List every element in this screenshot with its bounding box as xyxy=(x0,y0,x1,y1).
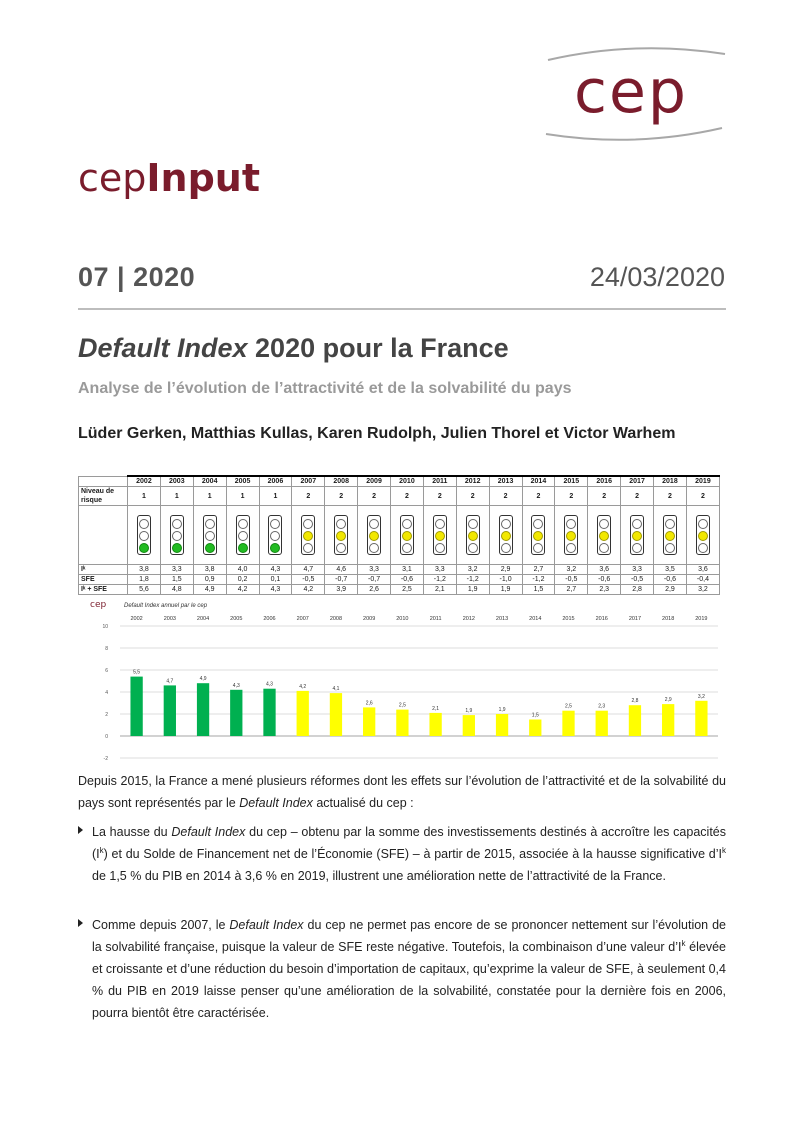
chart-logo: cep xyxy=(90,600,107,610)
chart-svg xyxy=(78,598,728,763)
traffic-light-icon xyxy=(597,515,611,555)
row-label: Iᵏ + SFE xyxy=(79,585,128,595)
sfe-cell: -0,7 xyxy=(325,575,358,585)
sum-cell: 2,1 xyxy=(423,585,456,595)
sfe-cell: -0,6 xyxy=(654,575,687,585)
traffic-light-icon xyxy=(236,515,250,555)
sum-cell: 2,5 xyxy=(391,585,424,595)
traffic-light-icon xyxy=(400,515,414,555)
bar xyxy=(330,693,342,736)
year-cell: 2013 xyxy=(489,476,522,487)
traffic-light-cell xyxy=(588,506,621,565)
risk-level-cell: 2 xyxy=(391,487,424,506)
title-italic: Default Index xyxy=(78,333,248,363)
ik-cell: 3,2 xyxy=(456,565,489,575)
traffic-light-icon xyxy=(334,515,348,555)
bullet-text: Comme depuis 2007, le Default Index du cep ne permet pas encore de se prononcer nettement sur l’évolution de la solvabilité française, puisque la valeur de SFE reste négative. Toutefois, la combinaison d’une valeur $d’I^k$ élevée et croissante et d’une réduction du besoin d’importation de capitaux, qu’exprime la valeur de SFE, à seulement 0,4 % du PIB en 2019 laisse penser qu’une amélioration de la solvabilité, constatée pour la dernière fois en 2006, pourra bientôt être caractérisée. xyxy=(92,918,727,1020)
sfe-cell: -1,2 xyxy=(522,575,555,585)
sfe-cell: -1,2 xyxy=(423,575,456,585)
bullet-item-solvabilite xyxy=(78,914,726,1024)
traffic-light-cell xyxy=(654,506,687,565)
bar-value-label: 2,9 xyxy=(664,697,672,704)
risk-level-cell: 1 xyxy=(259,487,292,506)
traffic-light-cell xyxy=(489,506,522,565)
risk-level-cell: 1 xyxy=(128,487,161,506)
year-cell: 2005 xyxy=(226,476,259,487)
risk-level-cell: 2 xyxy=(358,487,391,506)
ik-cell: 3,6 xyxy=(686,565,719,575)
traffic-light-cell xyxy=(193,506,226,565)
sum-cell: 5,6 xyxy=(128,585,161,595)
sum-cell: 4,2 xyxy=(292,585,325,595)
year-cell: 2016 xyxy=(588,476,621,487)
intro-text-b: actualisé du cep : xyxy=(312,796,414,810)
bar xyxy=(496,714,508,736)
bar-value-label: 5,5 xyxy=(133,669,141,676)
bar-value-label: 4,2 xyxy=(299,683,307,690)
ik-cell: 3,3 xyxy=(160,565,193,575)
x-tick-label: 2015 xyxy=(562,616,575,622)
sum-cell: 4,3 xyxy=(259,585,292,595)
issue-number: 07 | 2020 xyxy=(78,262,196,292)
logo-text: cep xyxy=(574,57,688,127)
bar-value-label: 1,5 xyxy=(531,712,539,719)
bar-value-label: 1,9 xyxy=(498,707,506,713)
y-tick-label: 2 xyxy=(105,712,108,718)
ik-cell: 3,3 xyxy=(423,565,456,575)
ik-cell: 3,2 xyxy=(555,565,588,575)
y-tick-label: 8 xyxy=(105,646,108,652)
bar-value-label: 2,1 xyxy=(432,705,440,712)
bar xyxy=(263,689,275,736)
year-cell: 2004 xyxy=(193,476,226,487)
traffic-light-cell xyxy=(423,506,456,565)
authors: Lüder Gerken, Matthias Kullas, Karen Rudolph, Julien Thorel et Victor Warhem xyxy=(78,425,676,442)
ik-cell: 4,3 xyxy=(259,565,292,575)
bar-value-label: 4,1 xyxy=(332,686,340,693)
intro-text-a: Depuis 2015, la France a mené plusieurs réformes dont les effets sur l’évolution de l’attractivité et de la solvabilité du pays sont représentés par le xyxy=(78,774,726,810)
sum-cell: 1,9 xyxy=(489,585,522,595)
sum-cell: 4,8 xyxy=(160,585,193,595)
year-cell: 2010 xyxy=(391,476,424,487)
ik-cell: 4,7 xyxy=(292,565,325,575)
traffic-light-cell xyxy=(686,506,719,565)
intro-italic: Default Index xyxy=(239,796,313,810)
year-cell: 2003 xyxy=(160,476,193,487)
bullet-text: La hausse du Default Index du cep – obtenu par la somme des investissements destinés à accroître les capacités $(I^k)$ et du Solde de Financement net de l’Économie (SFE) – à partir de 2015, associée à la hausse significative $d’I^k$ de 1,5 % du PIB en 2014 à 3,6 % en 2019, illustrent une amélioration nette de l’attractivité de la France. xyxy=(92,825,726,883)
bar-value-label: 3,2 xyxy=(697,693,705,700)
sfe-cell: -0,4 xyxy=(686,575,719,585)
year-cell: 2012 xyxy=(456,476,489,487)
year-cell: 2006 xyxy=(259,476,292,487)
bar xyxy=(130,677,142,736)
y-tick-label: 4 xyxy=(105,690,108,696)
traffic-light-cell xyxy=(522,506,555,565)
x-tick-label: 2017 xyxy=(628,616,642,622)
bar-value-label: 2,6 xyxy=(365,700,373,707)
sum-cell: 2,3 xyxy=(588,585,621,595)
traffic-light-icon xyxy=(433,515,447,555)
x-tick-label: 2010 xyxy=(396,616,409,622)
risk-level-table xyxy=(78,475,720,595)
sfe-cell: -0,6 xyxy=(588,575,621,585)
x-tick-label: 2013 xyxy=(495,616,509,622)
bar xyxy=(662,704,674,736)
traffic-light-icon xyxy=(499,515,513,555)
row-label: Iᵏ xyxy=(79,565,128,575)
sfe-cell: -1,2 xyxy=(456,575,489,585)
x-tick-label: 2005 xyxy=(230,616,243,622)
x-tick-label: 2002 xyxy=(130,616,143,622)
sum-cell: 2,9 xyxy=(654,585,687,595)
ik-cell: 4,6 xyxy=(325,565,358,575)
bullet-arrow-icon xyxy=(78,826,83,834)
sum-cell: 2,8 xyxy=(621,585,654,595)
intro-paragraph xyxy=(78,770,726,814)
bar-value-label: 4,3 xyxy=(266,681,273,688)
bar-value-label: 2,5 xyxy=(398,702,406,709)
sfe-cell: 0,9 xyxy=(193,575,226,585)
sum-cell: 1,9 xyxy=(456,585,489,595)
ik-cell: 4,0 xyxy=(226,565,259,575)
bar xyxy=(396,710,408,736)
sfe-cell: 1,8 xyxy=(128,575,161,585)
risk-level-cell: 2 xyxy=(555,487,588,506)
x-tick-label: 2007 xyxy=(296,616,309,622)
sfe-cell: -0,5 xyxy=(292,575,325,585)
sfe-cell: -0,7 xyxy=(358,575,391,585)
bar xyxy=(529,720,541,737)
sfe-cell: 1,5 xyxy=(160,575,193,585)
y-tick-label: 6 xyxy=(105,668,108,674)
risk-level-cell: 2 xyxy=(621,487,654,506)
bar xyxy=(596,711,608,736)
bar-value-label: 2,5 xyxy=(565,703,572,710)
risk-level-cell: 2 xyxy=(588,487,621,506)
risk-level-cell: 2 xyxy=(654,487,687,506)
x-tick-label: 2012 xyxy=(462,616,475,622)
row-label: Niveau de risque xyxy=(79,487,128,506)
x-tick-label: 2009 xyxy=(363,616,376,622)
risk-level-cell: 2 xyxy=(522,487,555,506)
x-tick-label: 2006 xyxy=(263,616,276,622)
row-label: SFE xyxy=(79,575,128,585)
sfe-cell: -0,6 xyxy=(391,575,424,585)
page-title xyxy=(78,333,509,364)
sfe-cell: -0,5 xyxy=(621,575,654,585)
risk-level-cell: 2 xyxy=(456,487,489,506)
sum-cell: 1,5 xyxy=(522,585,555,595)
year-cell: 2011 xyxy=(423,476,456,487)
x-tick-label: 2008 xyxy=(329,616,343,622)
traffic-light-icon xyxy=(137,515,151,555)
chart-title: Default Index annuel par le cep xyxy=(124,603,208,609)
traffic-light-cell xyxy=(325,506,358,565)
bar-value-label: 2,8 xyxy=(631,698,639,705)
bullet-arrow-icon xyxy=(78,919,83,927)
bar xyxy=(297,691,309,736)
ik-cell: 3,5 xyxy=(654,565,687,575)
year-cell: 2018 xyxy=(654,476,687,487)
x-tick-label: 2011 xyxy=(429,616,442,622)
risk-level-cell: 1 xyxy=(193,487,226,506)
sum-cell: 2,6 xyxy=(358,585,391,595)
bar-value-label: 2,3 xyxy=(598,703,606,710)
traffic-light-icon xyxy=(564,515,578,555)
ik-cell: 3,1 xyxy=(391,565,424,575)
traffic-light-cell xyxy=(456,506,489,565)
sfe-cell: 0,2 xyxy=(226,575,259,585)
sum-cell: 3,2 xyxy=(686,585,719,595)
default-index-chart xyxy=(78,598,728,763)
sum-cell: 3,9 xyxy=(325,585,358,595)
risk-level-cell: 1 xyxy=(226,487,259,506)
traffic-light-icon xyxy=(531,515,545,555)
sfe-cell: -1,0 xyxy=(489,575,522,585)
bar-value-label: 1,9 xyxy=(465,708,473,715)
risk-level-cell: 2 xyxy=(489,487,522,506)
risk-level-cell: 2 xyxy=(423,487,456,506)
y-tick-label: -2 xyxy=(103,756,108,762)
ik-cell: 3,8 xyxy=(193,565,226,575)
ik-cell: 3,3 xyxy=(358,565,391,575)
bar-value-label: 4,3 xyxy=(232,682,240,689)
year-cell: 2019 xyxy=(686,476,719,487)
year-cell: 2007 xyxy=(292,476,325,487)
traffic-light-cell xyxy=(621,506,654,565)
ik-cell: 2,7 xyxy=(522,565,555,575)
row-label xyxy=(79,476,128,487)
bar xyxy=(629,705,641,736)
bar xyxy=(562,711,574,736)
risk-level-cell: 1 xyxy=(160,487,193,506)
year-cell: 2002 xyxy=(128,476,161,487)
ik-cell: 3,6 xyxy=(588,565,621,575)
x-tick-label: 2014 xyxy=(529,616,542,622)
x-tick-label: 2019 xyxy=(695,616,708,622)
sum-cell: 4,2 xyxy=(226,585,259,595)
x-tick-label: 2016 xyxy=(595,616,608,622)
sum-cell: 2,7 xyxy=(555,585,588,595)
y-tick-label: 0 xyxy=(105,734,108,740)
bar xyxy=(230,690,242,736)
traffic-light-icon xyxy=(696,515,710,555)
year-cell: 2009 xyxy=(358,476,391,487)
bar xyxy=(363,707,375,736)
traffic-light-cell xyxy=(160,506,193,565)
traffic-light-cell xyxy=(226,506,259,565)
bar-value-label: 4,9 xyxy=(199,676,207,683)
traffic-light-cell xyxy=(128,506,161,565)
traffic-light-cell xyxy=(391,506,424,565)
sfe-cell: -0,5 xyxy=(555,575,588,585)
year-cell: 2014 xyxy=(522,476,555,487)
traffic-light-icon xyxy=(630,515,644,555)
cep-logo xyxy=(540,44,730,144)
row-label xyxy=(79,506,128,565)
traffic-light-icon xyxy=(466,515,480,555)
year-cell: 2008 xyxy=(325,476,358,487)
traffic-light-cell xyxy=(292,506,325,565)
brand-name xyxy=(78,155,260,201)
bullet-item-attractivite xyxy=(78,821,726,887)
sum-cell: 4,9 xyxy=(193,585,226,595)
x-tick-label: 2004 xyxy=(196,616,210,622)
traffic-light-icon xyxy=(301,515,315,555)
risk-level-cell: 2 xyxy=(292,487,325,506)
brand-part2: Input xyxy=(146,156,261,200)
traffic-light-icon xyxy=(367,515,381,555)
ik-cell: 3,3 xyxy=(621,565,654,575)
bar xyxy=(695,701,707,736)
ik-cell: 2,9 xyxy=(489,565,522,575)
page-subtitle: Analyse de l’évolution de l’attractivité et de la solvabilité du pays xyxy=(78,380,572,397)
year-cell: 2017 xyxy=(621,476,654,487)
bar xyxy=(463,715,475,736)
traffic-light-cell xyxy=(259,506,292,565)
traffic-light-icon xyxy=(170,515,184,555)
traffic-light-icon xyxy=(203,515,217,555)
traffic-light-icon xyxy=(663,515,677,555)
traffic-light-cell xyxy=(555,506,588,565)
bar-value-label: 4,7 xyxy=(166,678,174,685)
y-tick-label: 10 xyxy=(102,624,108,630)
year-cell: 2015 xyxy=(555,476,588,487)
risk-level-cell: 2 xyxy=(325,487,358,506)
ik-cell: 3,8 xyxy=(128,565,161,575)
bar xyxy=(164,685,176,736)
risk-level-cell: 2 xyxy=(686,487,719,506)
brand-part1: cep xyxy=(78,156,147,200)
traffic-light-cell xyxy=(358,506,391,565)
bar xyxy=(429,713,441,736)
bar xyxy=(197,683,209,736)
x-tick-label: 2018 xyxy=(662,616,675,622)
sfe-cell: 0,1 xyxy=(259,575,292,585)
header-divider xyxy=(78,308,726,310)
x-tick-label: 2003 xyxy=(163,616,176,622)
title-rest: 2020 pour la France xyxy=(247,333,509,363)
publication-date: 24/03/2020 xyxy=(589,262,725,292)
traffic-light-icon xyxy=(268,515,282,555)
